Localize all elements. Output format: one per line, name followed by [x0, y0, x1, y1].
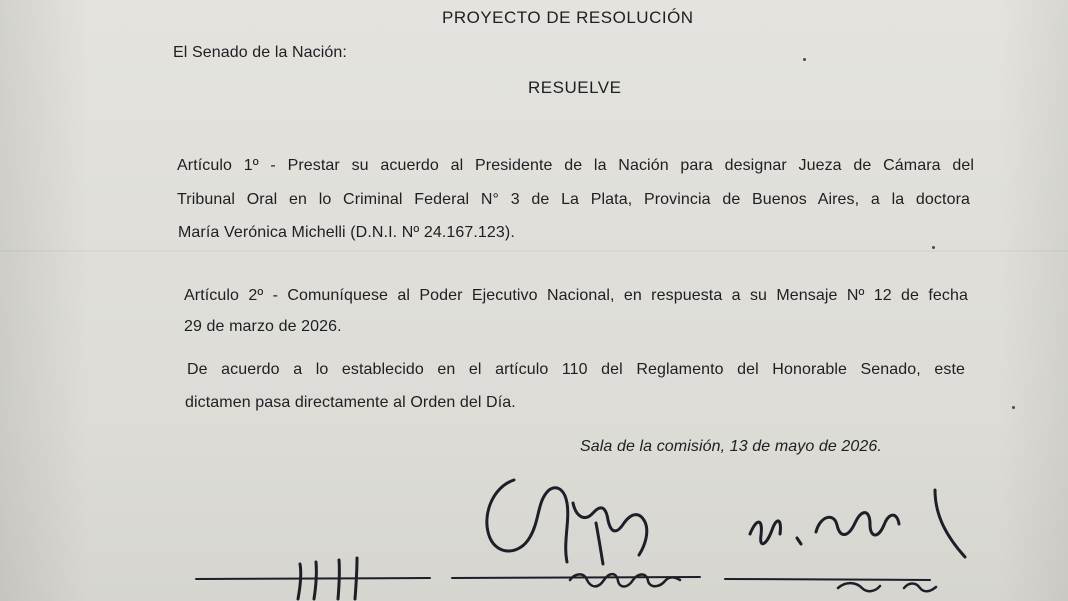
place-date-line: Sala de la comisión, 13 de mayo de 2026. — [580, 438, 882, 455]
signature-center-main — [487, 480, 647, 564]
paper-speck — [803, 58, 806, 61]
article2-line1: Artículo 2º - Comuníquese al Poder Ejecutivo Nacional, en respuesta a su Mensaje Nº 12 de fecha — [184, 287, 968, 304]
regulation-line2: dictamen pasa directamente al Orden del Día. — [185, 394, 516, 411]
signatures-area — [0, 460, 1068, 601]
signature-right-main — [750, 490, 965, 557]
signature-line-right — [725, 579, 930, 580]
addressee-line: El Senado de la Nación: — [173, 44, 347, 61]
paper-fold — [0, 250, 1068, 252]
signatures-drawing — [0, 460, 1068, 601]
resolves-heading: RESUELVE — [528, 78, 622, 97]
article2-line2: 29 de marzo de 2026. — [184, 318, 342, 335]
signature-center-name — [570, 574, 680, 586]
document-title: PROYECTO DE RESOLUCIÓN — [442, 8, 694, 27]
article1-line1: Artículo 1º - Prestar su acuerdo al Presidente de la Nación para designar Jueza de Cámara del — [177, 157, 974, 174]
article1-line3: María Verónica Michelli (D.N.I. Nº 24.167.123). — [178, 224, 515, 241]
paper-speck — [1012, 406, 1015, 409]
paper-speck — [932, 246, 935, 249]
signature-right-name — [838, 583, 936, 591]
signature-line-left — [196, 578, 430, 579]
regulation-line1: De acuerdo a lo establecido en el artículo 110 del Reglamento del Honorable Senado, este — [187, 361, 965, 378]
article1-line2: Tribunal Oral en lo Criminal Federal N° 3 de La Plata, Provincia de Buenos Aires, a la doctora — [177, 191, 970, 208]
signature-line-center — [452, 577, 700, 578]
